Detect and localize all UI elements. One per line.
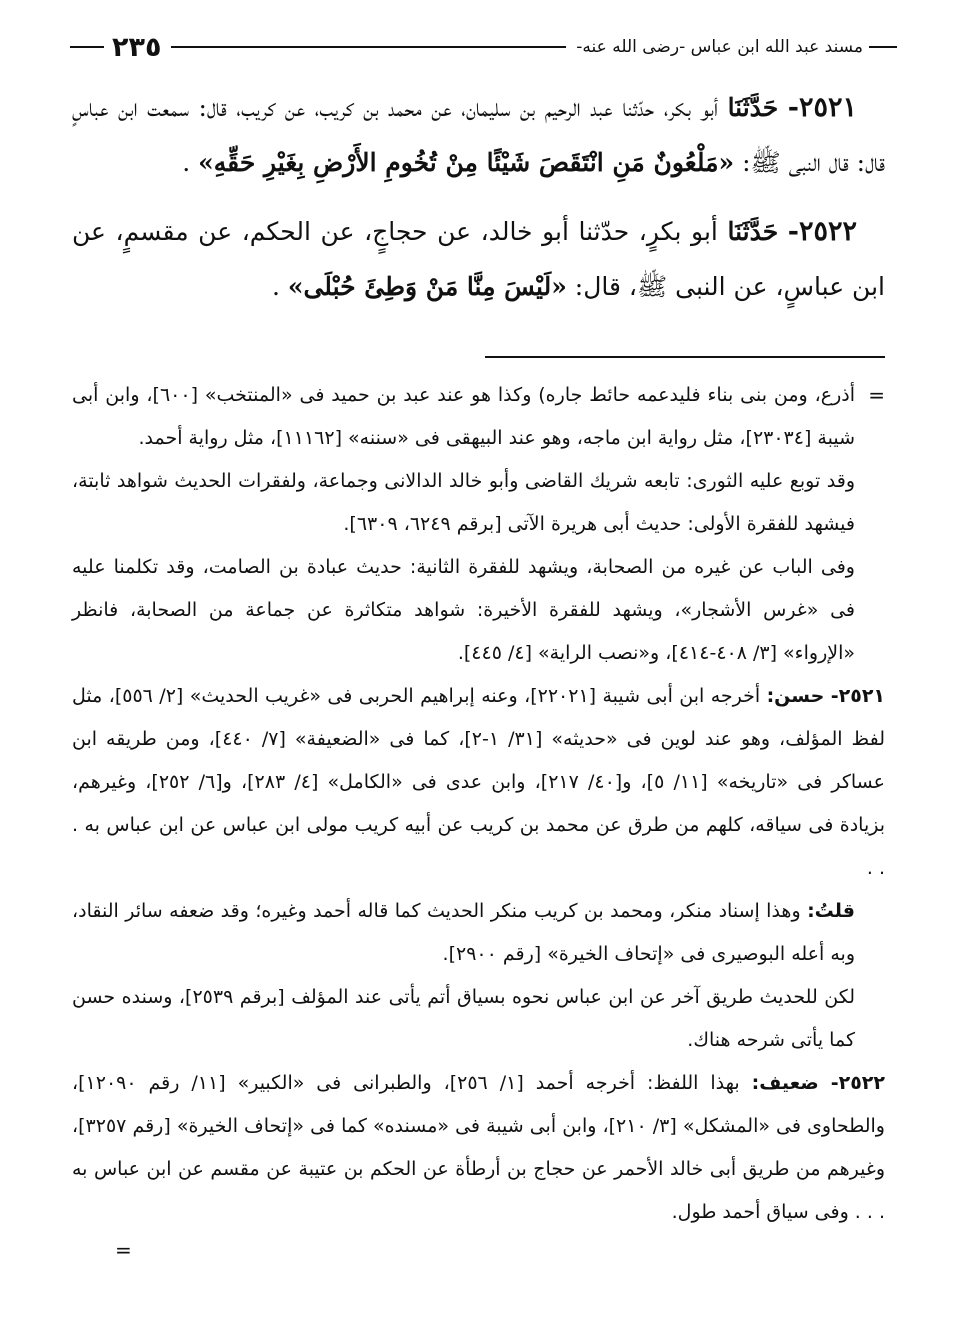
footnote-paragraph: [72, 890, 885, 976]
hadith-2522: [72, 204, 885, 314]
main-text: [72, 80, 885, 328]
hadith-intro: حَدَّثَنَا: [727, 93, 779, 122]
hadith-number: ٢٥٢١-: [787, 92, 857, 123]
page-number: ٢٣٥: [112, 31, 162, 63]
footnote-number: ٢٥٢١-: [830, 685, 886, 707]
footnote-text: لكن للحديث طريق آخر عن ابن عباس نحوه بسياق أتم يأتى عند المؤلف [برقم ٢٥٣٩]، وسنده حسن كما يأتى شرحه هناك.: [72, 986, 855, 1051]
hadith-number: ٢٥٢٢-: [787, 216, 858, 247]
footnote-paragraph: [72, 976, 885, 1062]
header-dash: [869, 46, 897, 48]
footnote-qult-label: قلتُ:: [807, 900, 855, 922]
hadith-isnad: أبو بكرٍ، حدّثنا أبو خالد، عن حجاجٍ، عن الحكم، عن مقسمٍ، عن ابن عباسٍ، عن النبى ﷺ، قال:: [72, 217, 885, 301]
footnote-grade: حسن:: [766, 685, 825, 707]
footnote-separator: [485, 356, 885, 358]
continuation-marker-end: =: [115, 1238, 132, 1262]
footnote-entry-2522: [72, 1062, 885, 1234]
running-header: [70, 30, 897, 64]
footnote-text: وقد توبع عليه الثورى: تابعه شريك القاضى وأبو خالد الدالانى وجماعة، ولفقرات الحديث شواهد ثابتة، فيشهد للفقرة الأولى: حديث أبى هريرة الآتى [برقم ٦٢٤٩، ٦٣٠٩].: [72, 470, 855, 535]
hadith-matn: «لَيْسَ مِنَّا مَنْ وَطِئَ حُبْلَى»: [287, 272, 567, 301]
footnote-grade: ضعيف:: [751, 1072, 819, 1094]
header-dash: [70, 46, 104, 48]
hadith-matn: «مَلْعُونٌ مَنِ انْتَقَصَ شَيْئًا مِنْ تُخُومِ الأَرْضِ بِغَيْرِ حَقِّهِ»: [198, 148, 735, 177]
header-rule: [171, 46, 566, 48]
footnote-number: ٢٥٢٢-: [830, 1072, 885, 1094]
continuation-marker: =: [868, 383, 885, 407]
footnote-continuation: [72, 374, 885, 460]
footnotes: [72, 374, 885, 1234]
hadith-intro: حَدَّثَنَا: [727, 217, 779, 246]
hadith-2521: [72, 80, 885, 190]
hadith-isnad: أبو بكر، حدّثنا عبد الرحيم بن سليمان، عن محمد بن كريب، عن كريب، قال: سمعت ابن عباسٍ قال: قال النبى ﷺ:: [72, 93, 885, 177]
footnote-paragraph: [72, 460, 885, 546]
hadith-end: .: [182, 148, 191, 177]
footnote-text: بهذا اللفظ: أخرجه أحمد [١/ ٢٥٦]، والطبرانى فى «الكبير» [١١/ رقم ١٢٠٩٠]، والطحاوى فى «المشكل» [٣/ ٢١٠]، وابن أبى شيبة فى «مسنده» كما فى «إتحاف الخيرة» [رقم ٣٢٥٧]، وغيرهم من طريق أبى خالد الأحمر عن حجاج بن أرطأة عن الحكم بن عتيبة عن مقسم عن ابن عباس به . . . وفى سياق أحمد طول.: [72, 1072, 885, 1223]
footnote-text: أخرجه ابن أبى شيبة [٢٢٠٢١]، وعنه إبراهيم الحربى فى «غريب الحديث» [٢/ ٥٥٦]، مثل لفظ المؤلف، وهو عند لوين فى «حديثه» [٣١/ ١-٢]، كما فى «الضعيفة» [٧/ ٤٤٠]، ومن طريقه ابن عساكر فى «تاريخه» [١١/ ٥]، و[٤٠/ ٢١٧]، وابن عدى فى «الكامل» [٤/ ٢٨٣]، و[٦/ ٢٥٢]، وغيرهم، بزيادة فى سياقه، كلهم من طرق عن محمد بن كريب عن أبيه كريب مولى ابن عباس عن ابن عباس به . . .: [72, 685, 885, 879]
footnote-paragraph: [72, 546, 885, 675]
header-title: مسند عبد الله ابن عباس -رضى الله عنه-: [576, 37, 863, 57]
footnote-text: وهذا إسناد منكر، ومحمد بن كريب منكر الحديث كما قاله أحمد وغيره؛ وقد ضعفه سائر النقاد، وبه أعله البوصيرى فى «إتحاف الخيرة» [رقم ٢٩٠٠].: [72, 900, 855, 965]
footnote-text: أذرع، ومن بنى بناء فليدعمه حائط جاره) وكذا هو عند عبد بن حميد فى «المنتخب» [٦٠٠]، وابن أبى شيبة [٢٣٠٣٤]، مثل رواية ابن ماجه، وهو عند البيهقى فى «سننه» [١١١٦٢]، مثل رواية أحمد.: [72, 384, 855, 449]
footnote-text: وفى الباب عن غيره من الصحابة، ويشهد للفقرة الثانية: حديث عبادة بن الصامت، وقد تكلمنا عليه فى «غرس الأشجار»، ويشهد للفقرة الأخيرة: شواهد متكاثرة عن جماعة من الصحابة، فانظر «الإرواء» [٣/ ٤٠٨-٤١٤]، و«نصب الراية» [٤/ ٤٤٥].: [72, 556, 855, 664]
footnote-entry-2521: [72, 675, 885, 890]
hadith-end: .: [271, 272, 280, 301]
